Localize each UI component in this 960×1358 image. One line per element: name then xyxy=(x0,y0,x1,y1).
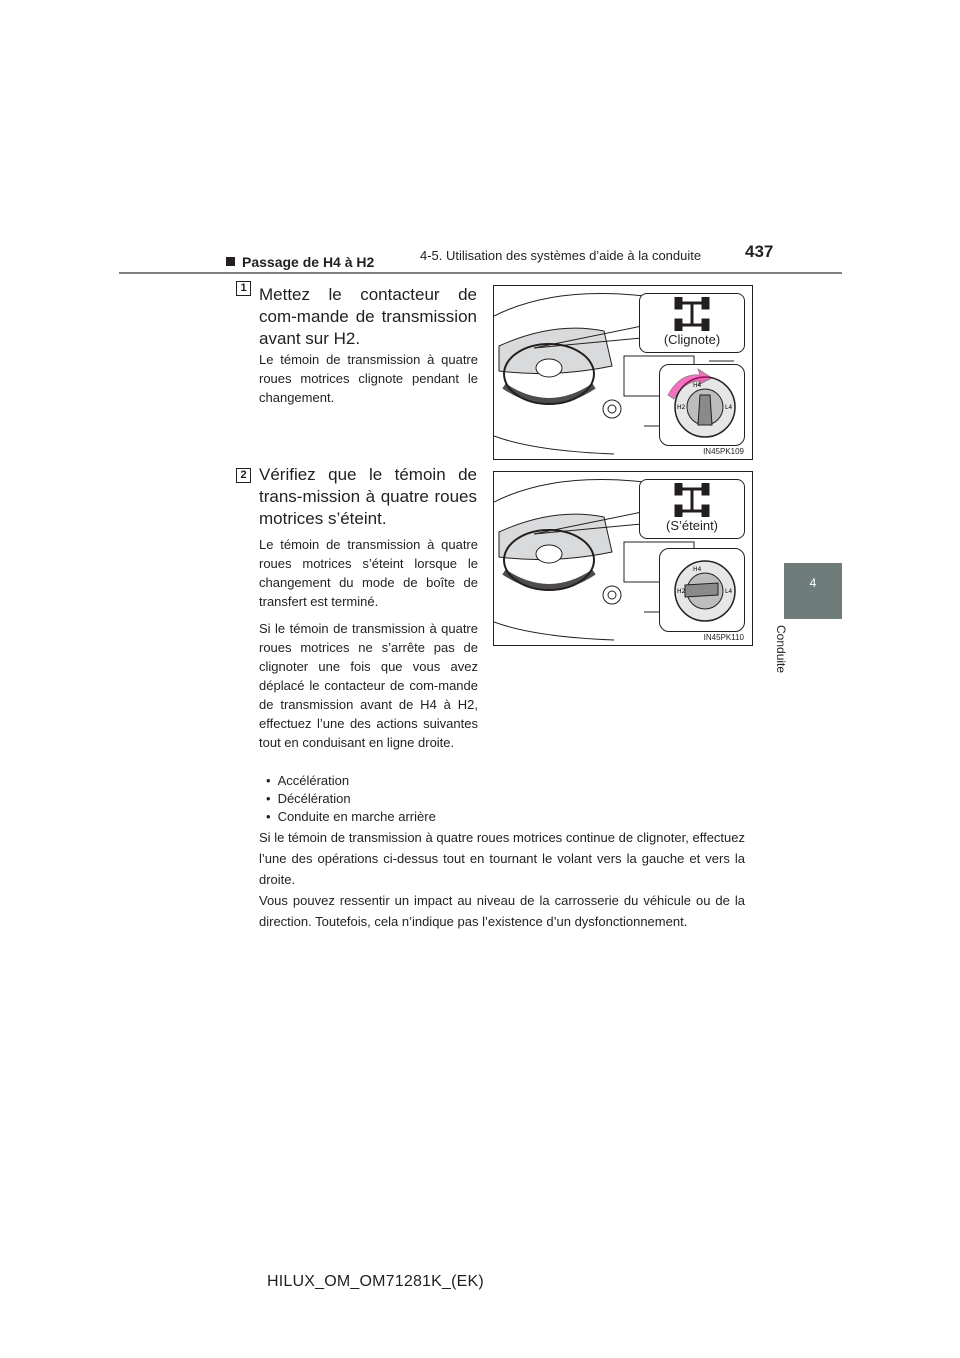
figure-code: IN45PK109 xyxy=(703,447,744,456)
step-2-note-1: Le témoin de transmission à quatre roues motrices s’éteint lorsque le changement du mode de boîte de transfert est terminé. xyxy=(259,537,478,609)
knob-label-l4: L4 xyxy=(725,404,733,411)
four-wheel-drive-indicator-icon xyxy=(672,483,712,517)
section-title: Passage de H4 à H2 xyxy=(226,254,374,270)
figure-dashboard-blinking xyxy=(493,285,753,460)
chapter-tab xyxy=(784,563,842,619)
figure-code: IN45PK110 xyxy=(703,633,744,642)
indicator-callout xyxy=(639,479,745,539)
knob-label-h2: H2 xyxy=(677,588,686,595)
knob-label-h2: H2 xyxy=(677,404,686,411)
header-divider xyxy=(119,272,842,274)
callout-label: (Clignote) xyxy=(663,332,721,347)
step-number-2: 2 xyxy=(236,468,251,483)
action-list xyxy=(266,772,436,826)
knob-label-h4: H4 xyxy=(693,566,702,573)
transfer-switch-knob-icon xyxy=(660,549,744,631)
transfer-switch-knob-icon xyxy=(660,365,744,445)
callout-label: (S’éteint) xyxy=(665,518,719,533)
switch-callout xyxy=(659,364,745,446)
four-wheel-drive-indicator-icon xyxy=(672,297,712,331)
list-item: • Conduite en marche arrière xyxy=(266,808,436,826)
page-number: 437 xyxy=(745,242,774,261)
document-footer-code: HILUX_OM_OM71281K_(EK) xyxy=(267,1273,484,1290)
square-bullet-icon xyxy=(226,257,235,266)
chapter-number: 4 xyxy=(809,576,817,590)
header-section-title: 4-5. Utilisation des systèmes d’aide à la conduite xyxy=(420,248,702,263)
chapter-label: Conduite xyxy=(774,625,788,674)
step-number-1: 1 xyxy=(236,281,251,296)
step-2-instruction: Vérifiez que le témoin de trans-mission à quatre roues motrices s’éteint. xyxy=(259,465,477,528)
switch-callout xyxy=(659,548,745,632)
step-1-note: Le témoin de transmission à quatre roues motrices clignote pendant le changement. xyxy=(259,352,478,405)
paragraph-steering: Si le témoin de transmission à quatre roues motrices continue de clignoter, effectuez l’une des opérations ci-dessus tout en tournant le volant vers la gauche et vers la droite. xyxy=(259,830,745,887)
step-2-note-2: Si le témoin de transmission à quatre roues motrices ne s’arrête pas de clignoter une fois que vous avez déplacé le contacteur de com-mande de transmission avant de H4 à H2, effectuez l’une des actions suivantes tout en conduisant en ligne droite. xyxy=(259,621,478,750)
list-item: • Accélération xyxy=(266,772,436,790)
list-item: • Décélération xyxy=(266,790,436,808)
knob-label-l4: L4 xyxy=(725,588,733,595)
knob-label-h4: H4 xyxy=(693,382,702,389)
paragraph-impact: Vous pouvez ressentir un impact au niveau de la carrosserie du véhicule ou de la direction. Toutefois, cela n’indique pas l’existence d’un dysfonctionnement. xyxy=(259,893,745,929)
step-1-instruction: Mettez le contacteur de com-mande de transmission avant sur H2. xyxy=(259,285,477,348)
figure-dashboard-off xyxy=(493,471,753,646)
indicator-callout xyxy=(639,293,745,353)
